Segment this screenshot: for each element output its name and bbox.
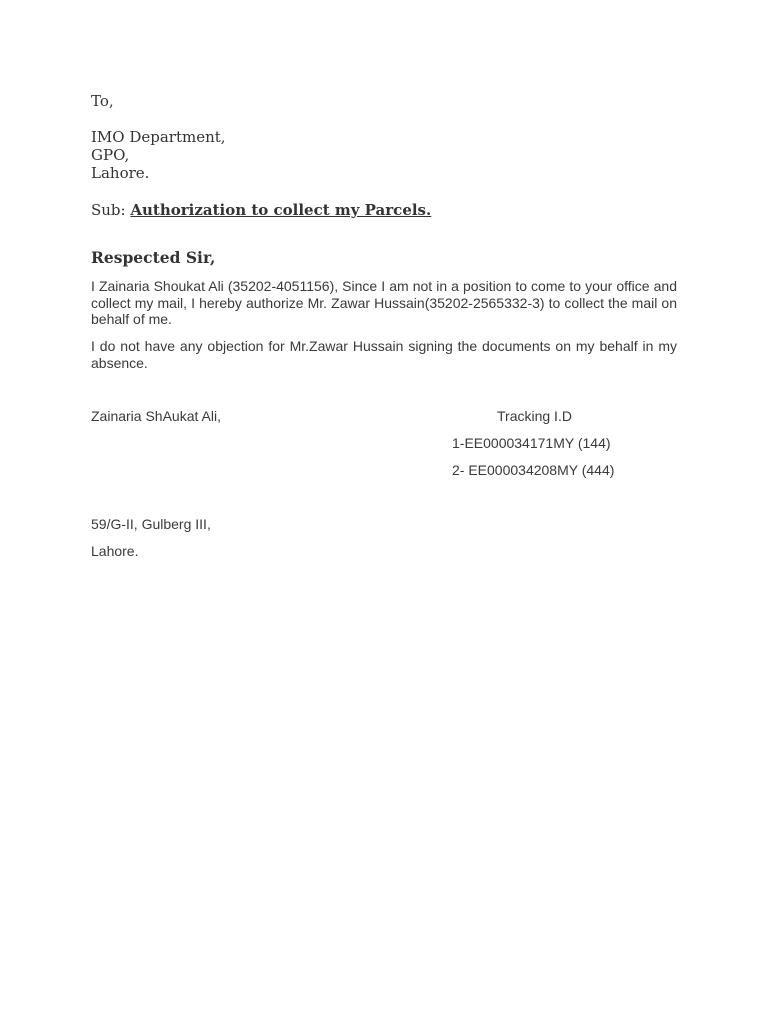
sender-address-line-1: 59/G-II, Gulberg III, xyxy=(91,516,211,532)
recipient-address-line-1: IMO Department, xyxy=(91,128,226,146)
tracking-item-2: 2- EE000034208MY (444) xyxy=(452,462,615,478)
recipient-to: To, xyxy=(91,92,114,110)
tracking-heading: Tracking I.D xyxy=(497,408,572,424)
subject-text: Authorization to collect my Parcels. xyxy=(130,201,432,219)
subject-prefix: Sub: xyxy=(91,201,126,219)
sender-name: Zainaria ShAukat Ali, xyxy=(91,408,221,424)
recipient-address-line-3: Lahore. xyxy=(91,164,150,182)
subject-line xyxy=(91,201,431,219)
salutation: Respected Sir, xyxy=(91,248,216,267)
body-paragraph-1: I Zainaria Shoukat Ali (35202-4051156), Since I am not in a position to come to your office and collect my mail, I hereby authorize Mr. Zawar Hussain(35202-2565332-3) to collect the mail on behalf of me. xyxy=(91,278,677,327)
body-paragraph-2: I do not have any objection for Mr.Zawar Hussain signing the documents on my behalf in my absence. xyxy=(91,338,677,371)
tracking-item-1: 1-EE000034171MY (144) xyxy=(452,435,611,451)
sender-address-line-2: Lahore. xyxy=(91,543,139,559)
recipient-address-line-2: GPO, xyxy=(91,146,130,164)
